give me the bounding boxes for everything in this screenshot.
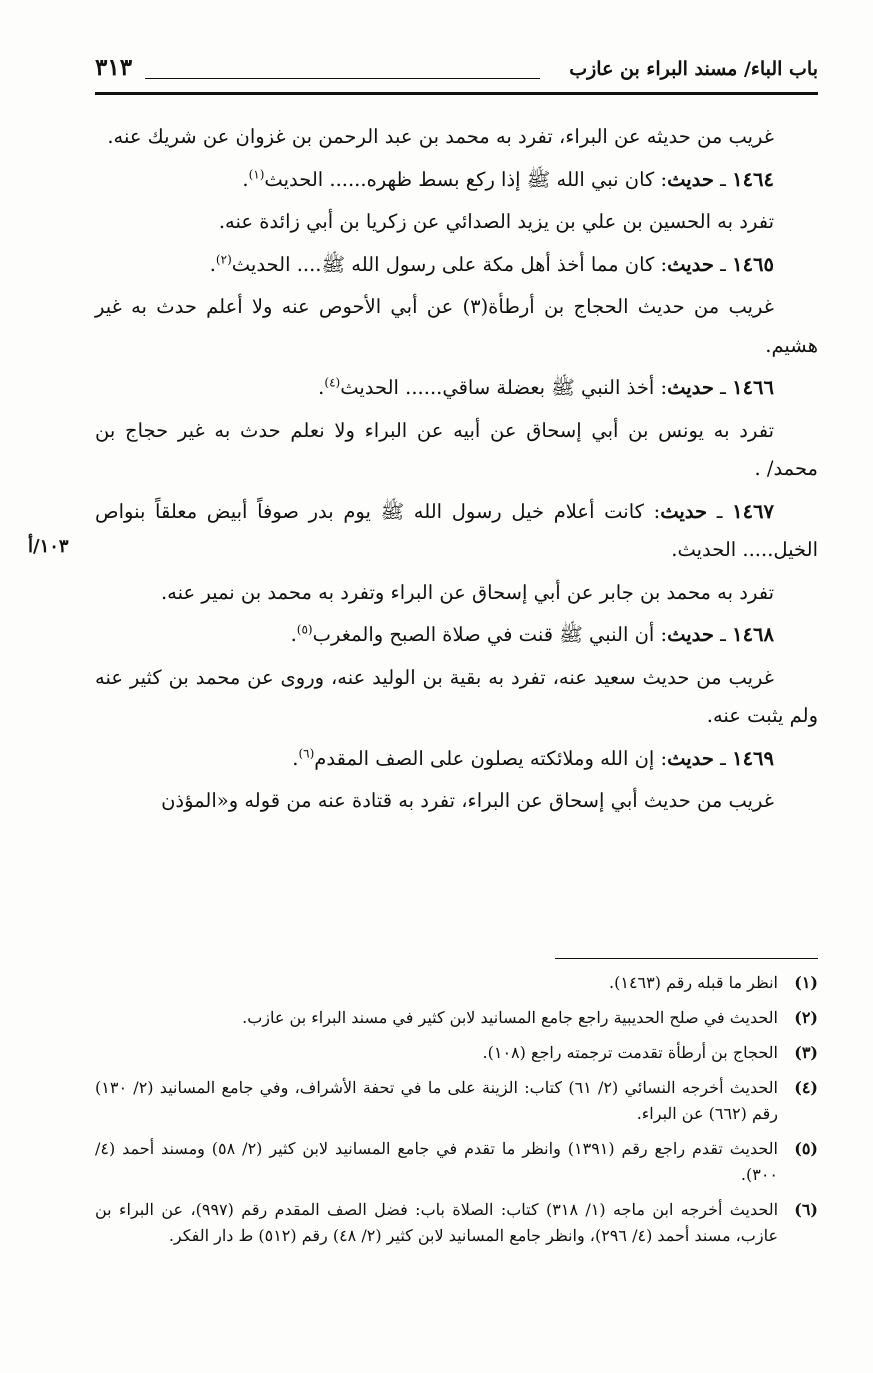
comment-text: غريب من حديثه عن البراء، تفرد به محمد بن عبد الرحمن بن غزوان عن شريك عنه. [107,125,774,148]
comment-text: تفرد به الحسين بن علي بن يزيد الصدائي عن زكريا بن أبي زائدة عنه. [218,210,774,233]
footnote-number: (٤) [794,1078,818,1097]
footnote-number: (٥) [794,1139,818,1158]
footnote-ref: (٦) [298,746,315,760]
comment-text: تفرد به محمد بن جابر عن أبي إسحاق عن البراء وتفرد به محمد بن نمير عنه. [160,580,774,604]
comment-paragraph [95,574,818,613]
hadith-number: ١٤٦٩ [732,746,774,770]
footnote-separator [555,958,818,959]
hadith-number: ١٤٦٤ [732,167,774,191]
hadith-text: إن الله وملائكته يصلون على الصف المقدم [314,746,655,770]
running-header [95,50,818,90]
footnote-text: الحجاج بن أرطأة تقدمت ترجمته راجع (١٠٨). [482,1043,778,1062]
footnote-ref: (١) [248,167,265,181]
footnote-number: (٣) [794,1043,818,1062]
hadith-entry: ١٤٦٧ ـ حديث: كانت أعلام خيل رسول الله ﷺ يوم بدر صوفاً أبيض معلقاً بنواص الخيل..... الحديث. [95,499,818,561]
footnote-text: الحديث في صلح الحديبية راجع جامع المسانيد لابن كثير في مسند البراء بن عازب. [242,1008,778,1027]
hadith-keyword: حديث [667,746,714,770]
hadith-entry: ١٤٦٤ ـ حديث: كان نبي الله ﷺ إذا ركع بسط ظهره...... الحديث$^{(١)}$. [242,167,774,191]
hadith-entry: ١٤٦٥ ـ حديث: كان مما أخذ أهل مكة على رسول الله ﷺ.... الحديث$^{(٢)}$. [209,252,774,276]
comment-paragraph [95,288,818,365]
footnote-number: (٢) [794,1008,818,1027]
header-line [145,78,540,79]
footnote [95,1136,818,1188]
hadith-keyword: حديث [660,499,708,523]
comment-paragraph [95,203,818,242]
footnote-text: الحديث تقدم راجع رقم (١٣٩١) وانظر ما تقدم في جامع المسانيد لابن كثير (٢/ ٥٨) ومسند أحمد (٤/ ٣٠٠). [95,1139,779,1184]
footnote-ref: (٥) [296,622,313,637]
hadith-text: كانت أعلام خيل رسول الله ﷺ يوم بدر صوفاً أبيض معلقاً بنواص الخيل..... الحديث. [95,499,818,561]
comment-paragraph [95,412,818,489]
hadith-entry: ١٤٦٦ ـ حديث: أخذ النبي ﷺ بعضلة ساقي...... الحديث$^{(٤)}$. [318,375,774,399]
footnote-number: (٦) [794,1200,818,1219]
footnote [95,1197,818,1249]
footnote [95,1005,818,1031]
hadith-number: ١٤٦٧ [732,499,774,523]
footnote-text: الحديث أخرجه النسائي (٢/ ٦١) كتاب: الزينة على ما في تحفة الأشراف، وفي جامع المسانيد (٢/ ١٣٠) رقم (٦٦٢) عن البراء. [95,1078,778,1123]
hadith-keyword: حديث [667,376,714,399]
footnote [95,1040,818,1066]
hadith-text: كان مما أخذ أهل مكة على رسول الله ﷺ.... الحديث [231,252,655,276]
page-number: ٣١٣ [95,54,133,81]
footnotes [95,970,818,1258]
margin-folio-note: ١٠٣/أ [28,536,69,557]
footnote-number: (١) [794,973,818,992]
main-text [95,118,818,825]
comment-text: غريب من حديث أبي إسحاق عن البراء، تفرد به قتادة عنه من قوله و«المؤذن [161,789,774,812]
footnote-ref: (٤) [324,375,341,390]
footnote-ref: (٢) [215,252,232,266]
hadith-text: أن النبي ﷺ قنت في صلاة الصبح والمغرب [312,623,655,646]
hadith-number: ١٤٦٦ [732,376,774,399]
hadith-keyword: حديث [667,623,714,646]
comment-text: تفرد به يونس بن أبي إسحاق عن أبيه عن البراء ولا نعلم حدث به غير حجاج بن محمد/ . [95,418,818,480]
header-rule [95,92,818,95]
footnote-text: انظر ما قبله رقم (١٤٦٣). [609,973,778,992]
chapter-title: باب الباء/ مسند البراء بن عازب [569,58,818,80]
comment-text: غريب من حديث سعيد عنه، تفرد به بقية بن الوليد عنه، وروى عن محمد بن كثير عنه ولم يثبت عنه. [95,665,818,727]
footnote-text: الحديث أخرجه ابن ماجه (١/ ٣١٨) كتاب: الصلاة باب: فضل الصف المقدم رقم (٩٩٧)، عن البراء بن عازب، مسند أحمد (٤/ ٢٩٦)، وانظر جامع المسانيد لابن كثير (٢/ ٤٨) رقم (٥١٢) ط دار الفكر. [95,1200,779,1245]
hadith-text: كان نبي الله ﷺ إذا ركع بسط ظهره...... الحديث [264,167,655,191]
comment-paragraph [95,118,818,157]
hadith-entry: ١٤٦٨ ـ حديث: أن النبي ﷺ قنت في صلاة الصبح والمغرب$^{(٥)}$. [290,622,774,646]
hadith-text: أخذ النبي ﷺ بعضلة ساقي...... الحديث [340,376,655,399]
comment-text: غريب من حديث الحجاج بن أرطأة(٣) عن أبي الأحوص عنه ولا أعلم حدث به غير هشيم. [95,295,818,357]
hadith-entry: ١٤٦٩ ـ حديث: إن الله وملائكته يصلون على الصف المقدم$^{(٦)}$. [292,746,774,770]
hadith-keyword: حديث [667,167,714,191]
hadith-number: ١٤٦٥ [732,252,774,276]
footnote [95,1075,818,1127]
footnote [95,970,818,996]
comment-paragraph [95,782,818,821]
hadith-number: ١٤٦٨ [732,623,774,646]
hadith-keyword: حديث [667,252,714,276]
comment-paragraph [95,659,818,736]
